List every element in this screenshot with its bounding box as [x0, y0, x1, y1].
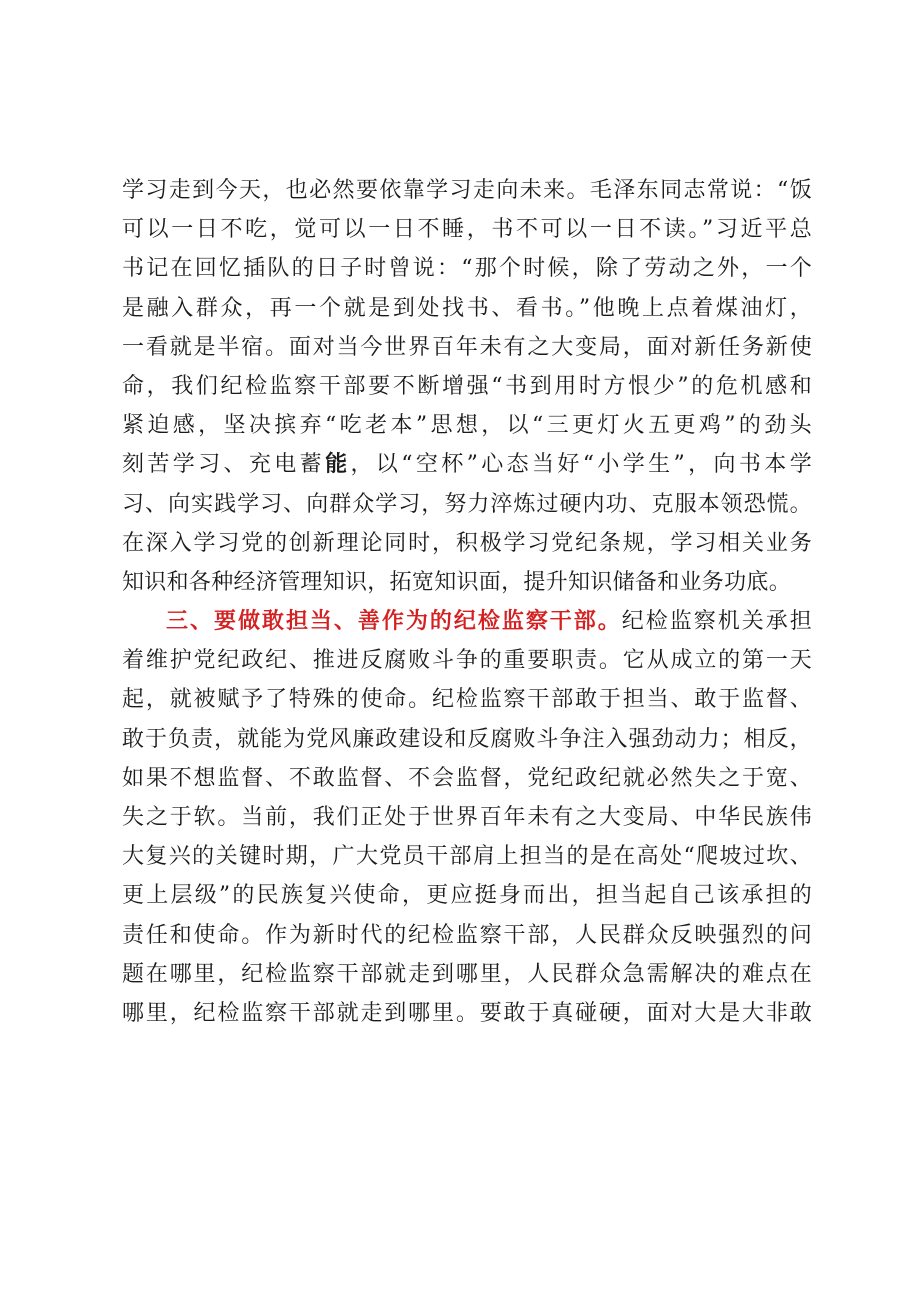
text-line: 失之于软。当前，我们正处于世界百年未有之大变局、中华民族伟 [122, 805, 812, 830]
text-segment: 纪检监察机关承担 [621, 609, 812, 635]
text-line: 是融入群众，再一个就是到处找书、看书。”他晚上点着煤油灯， [122, 295, 812, 321]
text-line: 紧迫感，坚决摈弃“吃老本”思想，以“三更灯火五更鸡”的劲头 [122, 413, 812, 439]
section-heading: 三、要做敢担当、善作为的纪检监察干部。 [166, 608, 622, 635]
text-line: 知识和各种经济管理知识，拓宽知识面，提升知识储备和业务功底。 [122, 569, 792, 595]
text-line: 责任和使命。作为新时代的纪检监察干部，人民群众反映强烈的问 [122, 922, 812, 948]
text-line: 题在哪里，纪检监察干部就走到哪里，人民群众急需解决的难点在 [122, 961, 812, 987]
section-heading-line [122, 602, 812, 641]
text-segment: 刻苦学习、充电蓄 [122, 452, 326, 478]
text-line: 着维护党纪政纪、推进反腐败斗争的重要职责。它从成立的第一天 [122, 648, 812, 674]
document-body [122, 171, 812, 1033]
text-line: 习、向实践学习、向群众学习，努力淬炼过硬内功、克服本领恐慌。 [122, 491, 812, 517]
text-line: 在深入学习党的创新理论同时，积极学习党纪条规，学习相关业务 [122, 530, 812, 556]
text-line [122, 445, 812, 484]
text-line: 可以一日不吃，觉可以一日不睡，书不可以一日不读。”习近平总 [122, 217, 812, 243]
text-line: 如果不想监督、不敢监督、不会监督，党纪政纪就必然失之于宽、 [122, 765, 812, 791]
text-segment: ，以“空杯”心态当好“小学生”，向书本学 [350, 452, 812, 478]
text-line: 学习走到今天，也必然要依靠学习走向未来。毛泽东同志常说：“饭 [122, 178, 812, 203]
text-line: 敢于负责，就能为党风廉政建设和反腐败斗争注入强劲动力；相反， [122, 726, 812, 752]
text-line: 命，我们纪检监察干部要不断增强“书到用时方恨少”的危机感和 [122, 373, 812, 399]
text-line: 书记在回忆插队的日子时曾说：“那个时候，除了劳动之外，一个 [122, 256, 812, 282]
text-line: 哪里，纪检监察干部就走到哪里。要敢于真碰硬，面对大是大非敢 [122, 1000, 812, 1026]
text-line: 更上层级”的民族复兴使命，更应挺身而出，担当起自己该承担的 [122, 883, 812, 909]
emphasized-char: 能 [325, 451, 351, 478]
text-line: 大复兴的关键时期，广大党员干部肩上担当的是在高处“爬坡过坎、 [122, 844, 812, 870]
text-line: 起，就被赋予了特殊的使命。纪检监察干部敢于担当、敢于监督、 [122, 687, 812, 713]
text-line: 一看就是半宿。面对当今世界百年未有之大变局，面对新任务新使 [122, 334, 812, 360]
